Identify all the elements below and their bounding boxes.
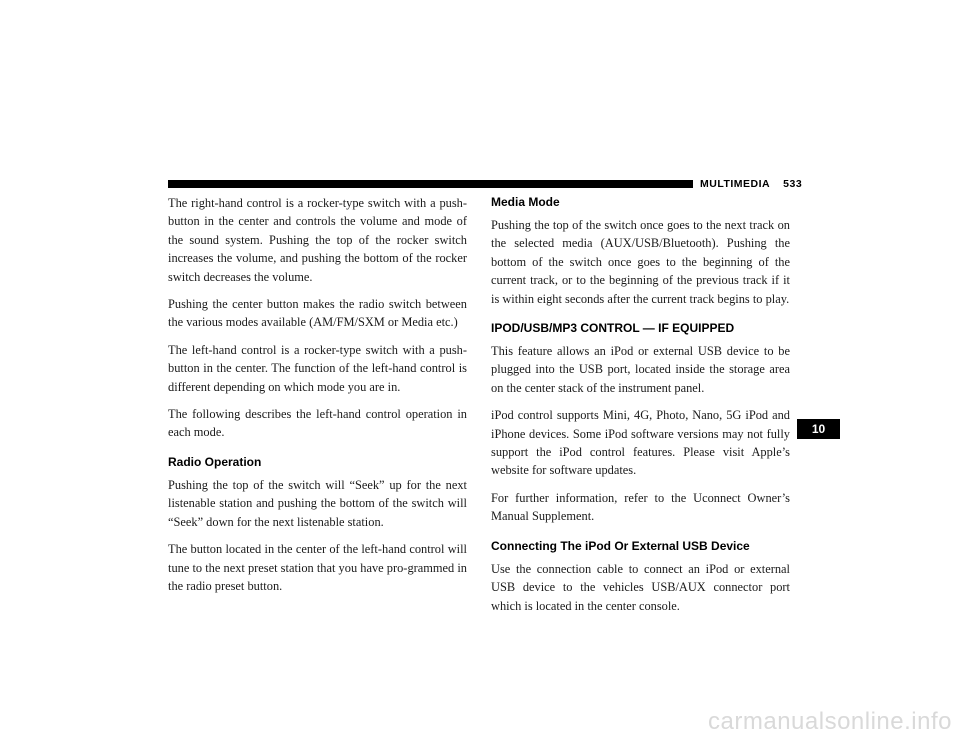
watermark: carmanualsonline.info [708, 708, 952, 735]
paragraph: The right-hand control is a rocker-type switch with a push-button in the center and controls the volume and mode of the sound system. Pushing the top of the rocker switch increases the volume, and pushing the bottom of the rocker switch decreases the volume. [168, 196, 467, 284]
ipod-control-heading: IPOD/USB/MP3 CONTROL — IF EQUIPPED [491, 321, 735, 336]
paragraph: Pushing the top of the switch once goes to the next track on the selected media (AUX/USB/Bluetooth). Pushing the bottom of the switch once goes to the beginning of the current track, or to the beginning of the previous track if it is within eight seconds after the current track begins to play. [491, 218, 790, 306]
paragraph: Pushing the center button makes the radio switch between the various modes available (AM/FM/SXM or Media etc.) [168, 297, 467, 330]
paragraph: The following describes the left-hand control operation in each mode. [168, 407, 467, 440]
running-header [700, 176, 802, 192]
page-number: 533 [783, 178, 803, 190]
paragraph: This feature allows an iPod or external USB device to be plugged into the USB port, located inside the storage area on the center stack of the instrument panel. [491, 344, 790, 395]
paragraph: For further information, refer to the Uconnect Owner’s Manual Supplement. [491, 490, 790, 524]
left-column [168, 194, 467, 604]
header-rule [168, 180, 693, 188]
connecting-device-heading: Connecting The iPod Or External USB Device [491, 538, 750, 553]
paragraph: iPod control supports Mini, 4G, Photo, Nano, 5G iPod and iPhone devices. Some iPod software versions may not fully support the iPod control features. Please visit Apple’s website for software updates. [491, 408, 790, 478]
paragraph: Pushing the top of the switch will “Seek” up for the next listenable station and pushing the bottom of the switch will “Seek” down for the next listenable station. [168, 477, 467, 529]
paragraph: Use the connection cable to connect an iPod or external USB device to the vehicles USB/AUX connector port which is located in the center console. [491, 561, 790, 613]
paragraph: The button located in the center of the left-hand control will tune to the next preset station that you have pro-grammed in the radio preset button. [168, 542, 467, 593]
section-title: MULTIMEDIA [700, 178, 770, 190]
right-column [491, 194, 790, 624]
media-mode-heading: Media Mode [491, 195, 560, 209]
radio-operation-heading: Radio Operation [168, 454, 262, 469]
paragraph: The left-hand control is a rocker-type switch with a push-button in the center. The function of the left-hand control is different depending on which mode you are in. [168, 342, 467, 394]
chapter-tab: 10 [797, 419, 840, 439]
